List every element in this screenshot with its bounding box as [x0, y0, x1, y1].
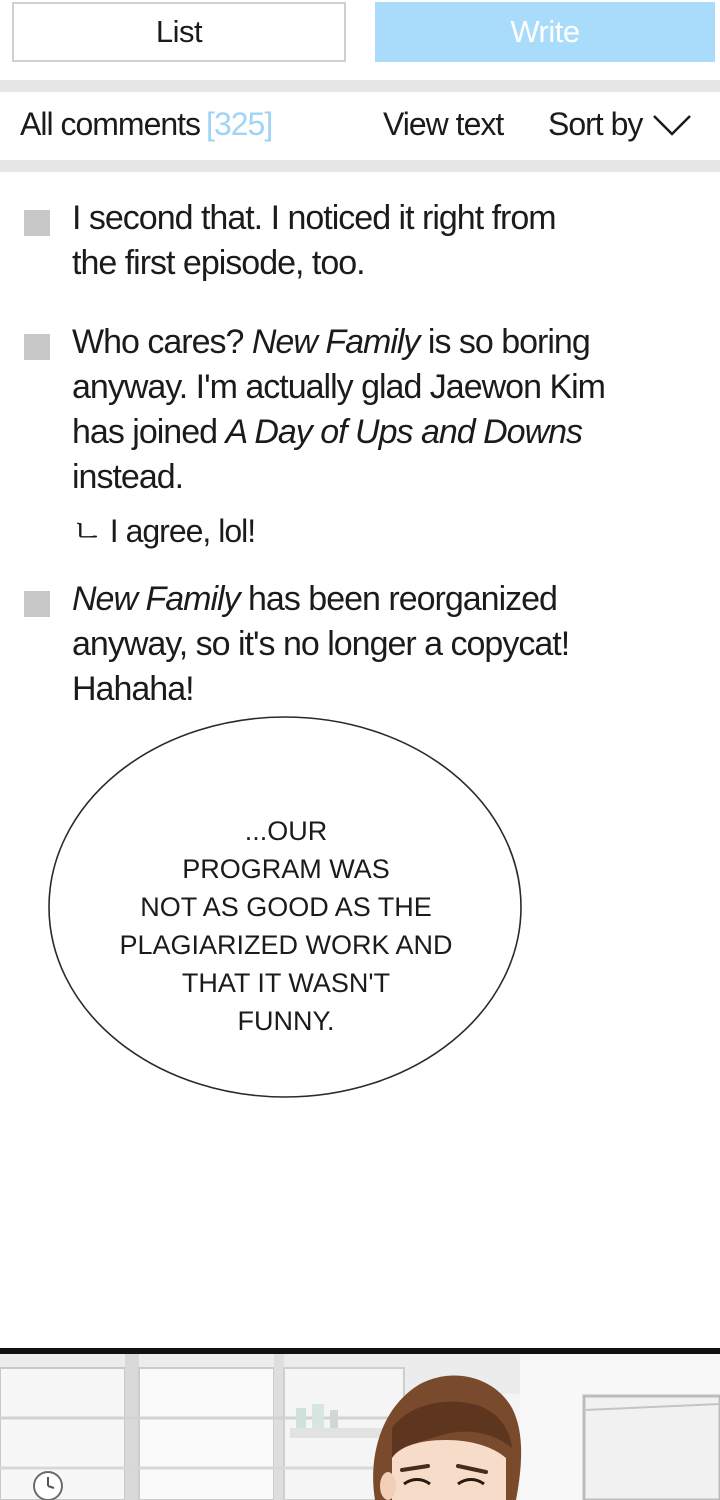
comment-line: [72, 410, 702, 455]
comment-header: [0, 92, 720, 160]
comment-text: [72, 196, 702, 286]
office-scene-illustration: [0, 1348, 720, 1500]
bubble-line: PROGRAM WAS: [182, 854, 390, 884]
all-comments-label: All comments: [20, 106, 201, 142]
comment-text: [72, 577, 702, 712]
chevron-down-icon: [652, 113, 692, 137]
comment-count: [325]: [206, 106, 273, 142]
comment-line: the first episode, too.: [72, 244, 365, 282]
all-comments-tab[interactable]: [20, 106, 272, 143]
comic-panel: [0, 1348, 720, 1500]
list-button[interactable]: List: [12, 2, 346, 62]
divider: [0, 160, 720, 172]
comment-line: anyway. I'm actually glad Jaewon Kim: [72, 368, 606, 406]
bubble-line: ...OUR: [244, 816, 328, 846]
comment-fragment: Who cares?: [72, 323, 252, 361]
comment-line: anyway, so it's no longer a copycat!: [72, 625, 570, 663]
bubble-line: THAT IT WASN'T: [181, 968, 391, 998]
comment-fragment: is so boring: [419, 323, 590, 361]
divider: [0, 80, 720, 92]
comment-line: I second that. I noticed it right from: [72, 199, 556, 237]
bubble-line: NOT AS GOOD AS THE: [140, 892, 432, 922]
write-button[interactable]: Write: [375, 2, 715, 62]
speech-bubble-text: [100, 812, 472, 1040]
bullet-square-icon: [24, 334, 50, 360]
show-title: New Family: [72, 580, 240, 618]
comment-line: [72, 320, 702, 365]
sort-by-dropdown[interactable]: [548, 106, 692, 143]
comment-fragment: has been reorganized: [239, 580, 557, 618]
comment-line: [72, 577, 702, 622]
comment-text: [72, 320, 702, 500]
comment-line: Hahaha!: [72, 670, 194, 708]
show-title: New Family: [251, 323, 420, 361]
bullet-square-icon: [24, 210, 50, 236]
bubble-line: PLAGIARIZED WORK AND: [119, 930, 453, 960]
view-text-button[interactable]: View text: [383, 106, 504, 142]
comment-line: instead.: [72, 458, 184, 496]
bullet-square-icon: [24, 591, 50, 617]
top-bar: [0, 0, 720, 80]
comment-fragment: has joined: [72, 413, 226, 451]
reply-text: ㄴ I agree, lol!: [72, 513, 256, 549]
bubble-line: FUNNY.: [237, 1006, 335, 1036]
show-title: A Day of Ups and Downs: [225, 413, 583, 451]
sort-by-label: Sort by: [548, 106, 643, 142]
